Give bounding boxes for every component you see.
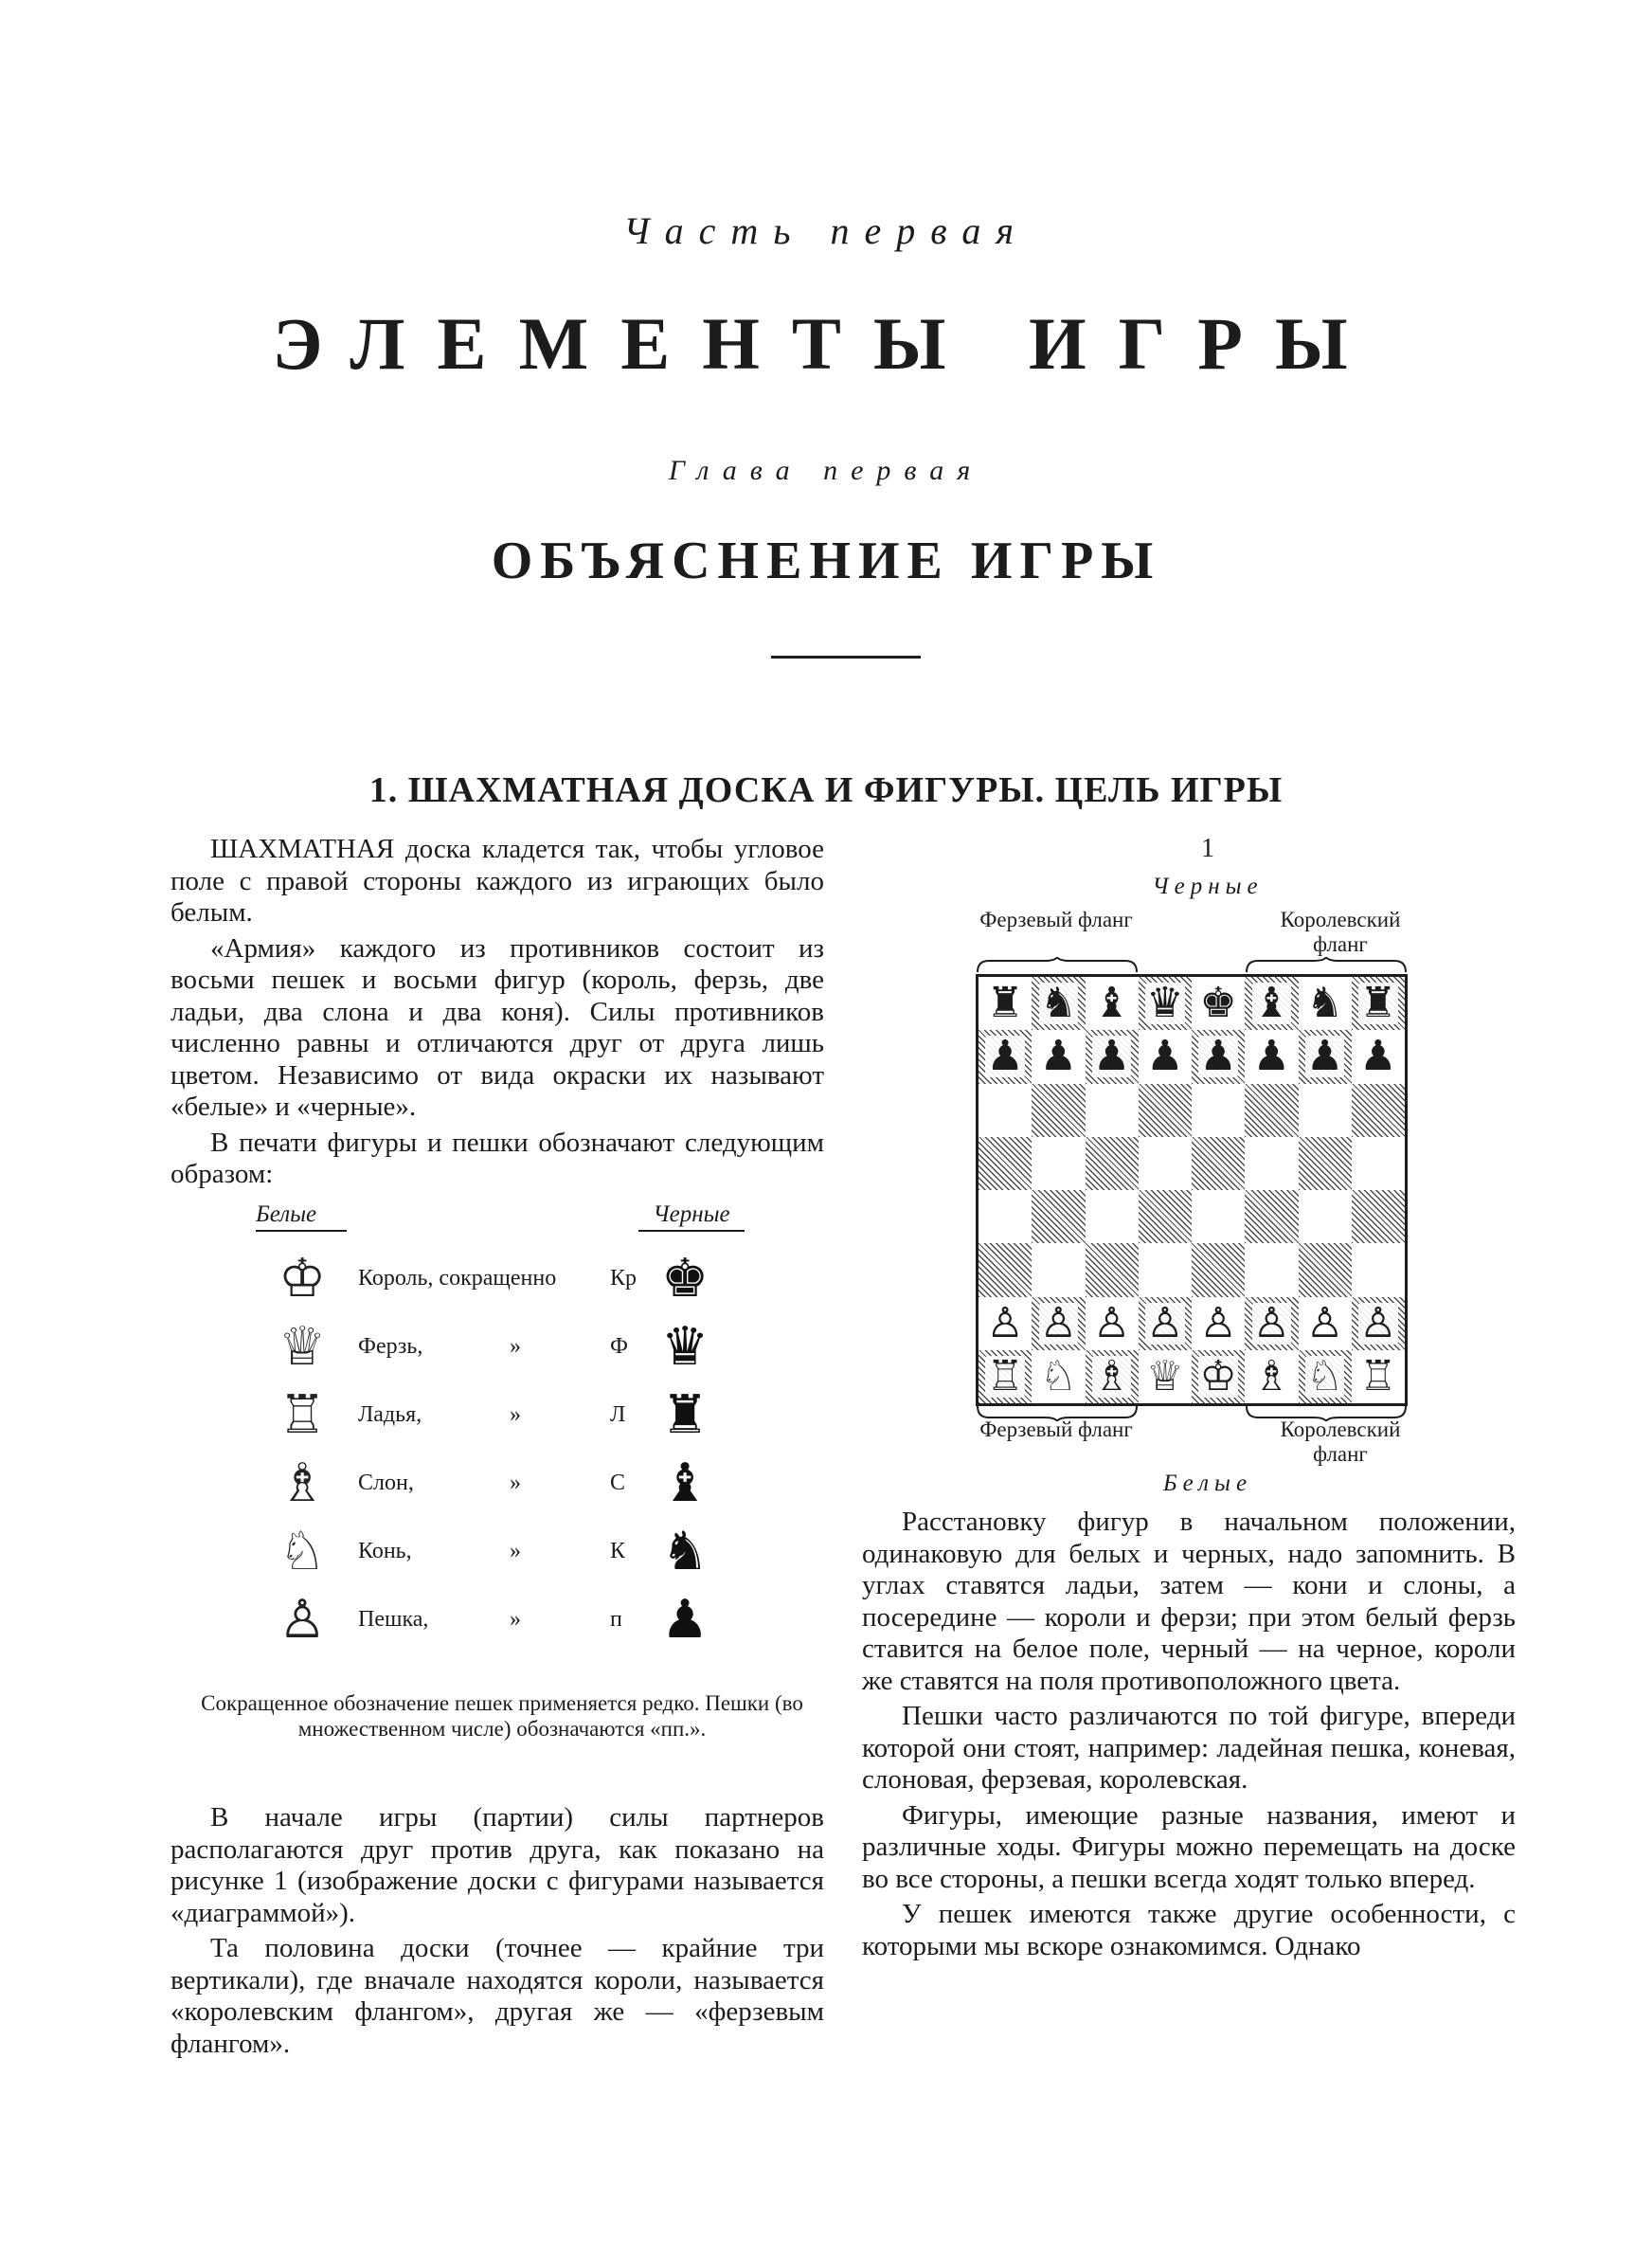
- piece-abbreviation: п: [610, 1607, 622, 1632]
- part-title: ЭЛЕМЕНТЫ ИГРЫ: [272, 302, 1380, 385]
- board-square: [1192, 1190, 1245, 1243]
- board-square: [1192, 1243, 1245, 1296]
- black-king-icon: ♚: [1199, 980, 1237, 1027]
- piece-row: [256, 1249, 767, 1317]
- white-pawn-icon: ♙: [1359, 1299, 1397, 1346]
- piece-name: Конь,: [358, 1539, 412, 1563]
- board-square: [1245, 1243, 1298, 1296]
- black-queen-icon: ♛: [1146, 980, 1184, 1027]
- black-knight-icon: ♞: [1305, 980, 1344, 1027]
- board-square: [1299, 1297, 1352, 1350]
- board-square: [1032, 1243, 1085, 1296]
- white-pawn-icon: ♙: [278, 1591, 327, 1650]
- white-header: Белые: [256, 1201, 347, 1232]
- board-square: [1192, 977, 1245, 1030]
- black-bishop-icon: ♝: [661, 1454, 709, 1513]
- white-pawn-icon: ♙: [1252, 1299, 1291, 1346]
- top-flank-braces: [976, 957, 1408, 974]
- black-bishop-icon: ♝: [1092, 980, 1131, 1027]
- notation-footnote: Сокращенное обозначение пешек применяется редко. Пешки (во множественном числе) обозначаются «пп.».: [201, 1691, 803, 1741]
- board-square: [979, 1350, 1032, 1403]
- chapter-title: ОБЪЯСНЕНИЕ ИГРЫ: [491, 532, 1161, 590]
- piece-row: [256, 1454, 767, 1522]
- board-square: [1139, 977, 1192, 1030]
- board-square: [1139, 1297, 1192, 1350]
- board-square: [1086, 1084, 1139, 1137]
- black-pawn-icon: ♟: [986, 1033, 1024, 1080]
- black-pawn-icon: ♟: [1305, 1033, 1344, 1080]
- board-square: [1192, 1137, 1245, 1190]
- piece-row: [256, 1590, 767, 1658]
- king-flank-label-bottom: Королевский фланг: [1280, 1417, 1401, 1466]
- board-square: [1299, 1190, 1352, 1243]
- white-pawn-icon: ♙: [1146, 1299, 1184, 1346]
- ditto-mark: »: [510, 1471, 521, 1495]
- board-square: [1139, 1190, 1192, 1243]
- white-knight-icon: ♘: [1039, 1352, 1078, 1399]
- board-square: [979, 1030, 1032, 1083]
- white-pawn-icon: ♙: [1305, 1299, 1344, 1346]
- board-square: [1086, 977, 1139, 1030]
- white-pawn-icon: ♙: [986, 1299, 1024, 1346]
- piece-name: Пешка,: [358, 1607, 429, 1632]
- board-square: [1086, 1350, 1139, 1403]
- board-square: [1032, 1297, 1085, 1350]
- diagram-initial-position: [966, 834, 1449, 1497]
- piece-abbreviation: С: [610, 1471, 626, 1495]
- black-pawn-icon: ♟: [1359, 1033, 1397, 1080]
- piece-name: Слон,: [358, 1471, 414, 1495]
- board-square: [1086, 1297, 1139, 1350]
- paragraph: ШАХМАТНАЯ доска кладется так, чтобы угловое поле с правой стороны каждого из играющих было белым.: [171, 834, 824, 928]
- part-label: Часть первая: [623, 209, 1029, 252]
- chessboard: [976, 974, 1408, 1406]
- left-column-bottom-text: [171, 1802, 824, 2060]
- board-square: [1032, 1137, 1085, 1190]
- board-square: [1299, 1350, 1352, 1403]
- board-square: [979, 1297, 1032, 1350]
- board-square: [1245, 1297, 1298, 1350]
- black-header: Черные: [638, 1201, 745, 1232]
- board-square: [1352, 1030, 1405, 1083]
- board-square: [1245, 1190, 1298, 1243]
- paragraph: Пешки часто различаются по той фигуре, впереди которой они стоят, например: ладейная пешка, коневая, слоновая, ферзевая, королевская.: [862, 1701, 1516, 1795]
- board-square: [1032, 1350, 1085, 1403]
- white-bishop-icon: ♗: [1252, 1352, 1291, 1399]
- queen-flank-label-top: Ферзевый фланг: [979, 908, 1133, 931]
- king-flank-label-top: Королевский фланг: [1280, 908, 1401, 956]
- board-square: [1139, 1350, 1192, 1403]
- board-square: [1032, 1030, 1085, 1083]
- white-rook-icon: ♖: [278, 1386, 327, 1445]
- piece-abbreviation: Ф: [610, 1334, 628, 1359]
- board-square: [1192, 1350, 1245, 1403]
- white-pawn-icon: ♙: [1199, 1299, 1237, 1346]
- queen-flank-label-bottom: Ферзевый фланг: [979, 1417, 1133, 1441]
- white-bishop-icon: ♗: [278, 1454, 327, 1513]
- board-square: [1299, 1084, 1352, 1137]
- board-square: [1245, 1350, 1298, 1403]
- board-square: [1352, 1243, 1405, 1296]
- black-pawn-icon: ♟: [1252, 1033, 1291, 1080]
- black-bishop-icon: ♝: [1252, 980, 1291, 1027]
- white-knight-icon: ♘: [278, 1523, 327, 1581]
- board-square: [1245, 977, 1298, 1030]
- piece-row: [256, 1385, 767, 1454]
- board-square: [979, 1084, 1032, 1137]
- board-square: [1245, 1084, 1298, 1137]
- paragraph: Расстановку фигур в начальном положении, одинаковую для белых и черных, надо запомнить. В углах ставятся ладьи, затем — кони и слоны, а посередине — короли и ферзи; при этом белый ферзь ставится на белое поле, черный — на черное, короли же ставятся на поля противоположного цвета.: [862, 1507, 1516, 1696]
- right-column-text: [862, 1507, 1516, 1962]
- board-square: [979, 1137, 1032, 1190]
- piece-name: Ладья,: [358, 1402, 422, 1427]
- board-square: [1352, 1297, 1405, 1350]
- white-bishop-icon: ♗: [1092, 1352, 1131, 1399]
- board-square: [1139, 1243, 1192, 1296]
- diagram-top-side-label: Черные: [1152, 874, 1264, 899]
- board-square: [1032, 1084, 1085, 1137]
- paragraph: Фигуры, имеющие разные названия, имеют и различные ходы. Фигуры можно перемещать на доске во все стороны, а пешки всегда ходят только вперед.: [862, 1799, 1516, 1894]
- board-square: [1086, 1190, 1139, 1243]
- board-square: [1192, 1030, 1245, 1083]
- white-knight-icon: ♘: [1305, 1352, 1344, 1399]
- paragraph: «Армия» каждого из противников состоит из восьми пешек и восьми фигур (король, ферзь, две ладьи, два слона и два коня). Силы противников численно равны и отличаются друг от друга лишь цветом. Независимо от вида окраски их называют «белые» и «черные».: [171, 932, 824, 1122]
- piece-name: Ферзь,: [358, 1334, 423, 1359]
- paragraph: У пешек имеются также другие особенности, с которыми мы вскоре ознакомимся. Однако: [862, 1899, 1516, 1961]
- board-square: [1139, 1084, 1192, 1137]
- black-pawn-icon: ♟: [1199, 1033, 1237, 1080]
- board-square: [1086, 1137, 1139, 1190]
- white-king-icon: ♔: [1199, 1352, 1237, 1399]
- board-square: [1192, 1084, 1245, 1137]
- board-square: [1245, 1030, 1298, 1083]
- board-square: [1352, 1350, 1405, 1403]
- board-square: [1352, 977, 1405, 1030]
- black-knight-icon: ♞: [661, 1523, 709, 1581]
- piece-abbreviation: К: [610, 1539, 626, 1563]
- black-queen-icon: ♛: [661, 1318, 709, 1377]
- board-square: [1352, 1084, 1405, 1137]
- black-pawn-icon: ♟: [661, 1591, 709, 1650]
- white-king-icon: ♔: [278, 1250, 327, 1309]
- black-pawn-icon: ♟: [1039, 1033, 1078, 1080]
- board-square: [1299, 1243, 1352, 1296]
- white-pawn-icon: ♙: [1039, 1299, 1078, 1346]
- paragraph: Та половина доски (точнее — крайние три вертикали), где вначале находятся короли, называется «королевским флангом», другая же — «ферзевым флангом».: [171, 1933, 824, 2059]
- board-square: [1299, 1030, 1352, 1083]
- diagram-bottom-side-label: Белые: [1162, 1471, 1253, 1496]
- board-square: [1192, 1297, 1245, 1350]
- board-square: [1139, 1137, 1192, 1190]
- title-divider: [771, 656, 921, 659]
- piece-notation-table: [256, 1201, 767, 1675]
- board-square: [979, 1243, 1032, 1296]
- paragraph: В начале игры (партии) силы партнеров располагаются друг против друга, как показано на рисунке 1 (изображение доски с фигурами называется «диаграммой»).: [171, 1802, 824, 1928]
- board-square: [1032, 977, 1085, 1030]
- ditto-mark: »: [510, 1607, 521, 1632]
- black-rook-icon: ♜: [1359, 980, 1397, 1027]
- black-pawn-icon: ♟: [1146, 1033, 1184, 1080]
- white-queen-icon: ♕: [278, 1318, 327, 1377]
- black-pawn-icon: ♟: [1092, 1033, 1131, 1080]
- board-square: [1139, 1030, 1192, 1083]
- piece-abbreviation: Л: [610, 1402, 626, 1427]
- piece-row: [256, 1522, 767, 1590]
- board-square: [1352, 1190, 1405, 1243]
- black-king-icon: ♚: [661, 1250, 709, 1309]
- piece-row: [256, 1317, 767, 1385]
- white-rook-icon: ♖: [1359, 1352, 1397, 1399]
- black-knight-icon: ♞: [1039, 980, 1078, 1027]
- board-square: [1086, 1243, 1139, 1296]
- ditto-mark: »: [510, 1334, 521, 1359]
- paragraph: В печати фигуры и пешки обозначают следующим образом:: [171, 1127, 824, 1189]
- white-queen-icon: ♕: [1146, 1352, 1184, 1399]
- board-square: [979, 977, 1032, 1030]
- board-square: [1086, 1030, 1139, 1083]
- ditto-mark: »: [510, 1402, 521, 1427]
- board-square: [979, 1190, 1032, 1243]
- board-square: [1032, 1190, 1085, 1243]
- white-rook-icon: ♖: [986, 1352, 1024, 1399]
- white-pawn-icon: ♙: [1092, 1299, 1131, 1346]
- board-square: [1352, 1137, 1405, 1190]
- black-rook-icon: ♜: [661, 1386, 709, 1445]
- diagram-number: 1: [1201, 834, 1214, 863]
- black-rook-icon: ♜: [986, 980, 1024, 1027]
- board-square: [1299, 977, 1352, 1030]
- left-column-top-text: [171, 834, 824, 1191]
- section-title: 1. ШАХМАТНАЯ ДОСКА И ФИГУРЫ. ЦЕЛЬ ИГРЫ: [368, 770, 1284, 810]
- board-square: [1245, 1137, 1298, 1190]
- piece-name: Король, сокращенно: [358, 1266, 557, 1291]
- board-square: [1299, 1137, 1352, 1190]
- piece-abbreviation: Кр: [610, 1266, 637, 1291]
- ditto-mark: »: [510, 1539, 521, 1563]
- chapter-label: Глава первая: [668, 455, 984, 486]
